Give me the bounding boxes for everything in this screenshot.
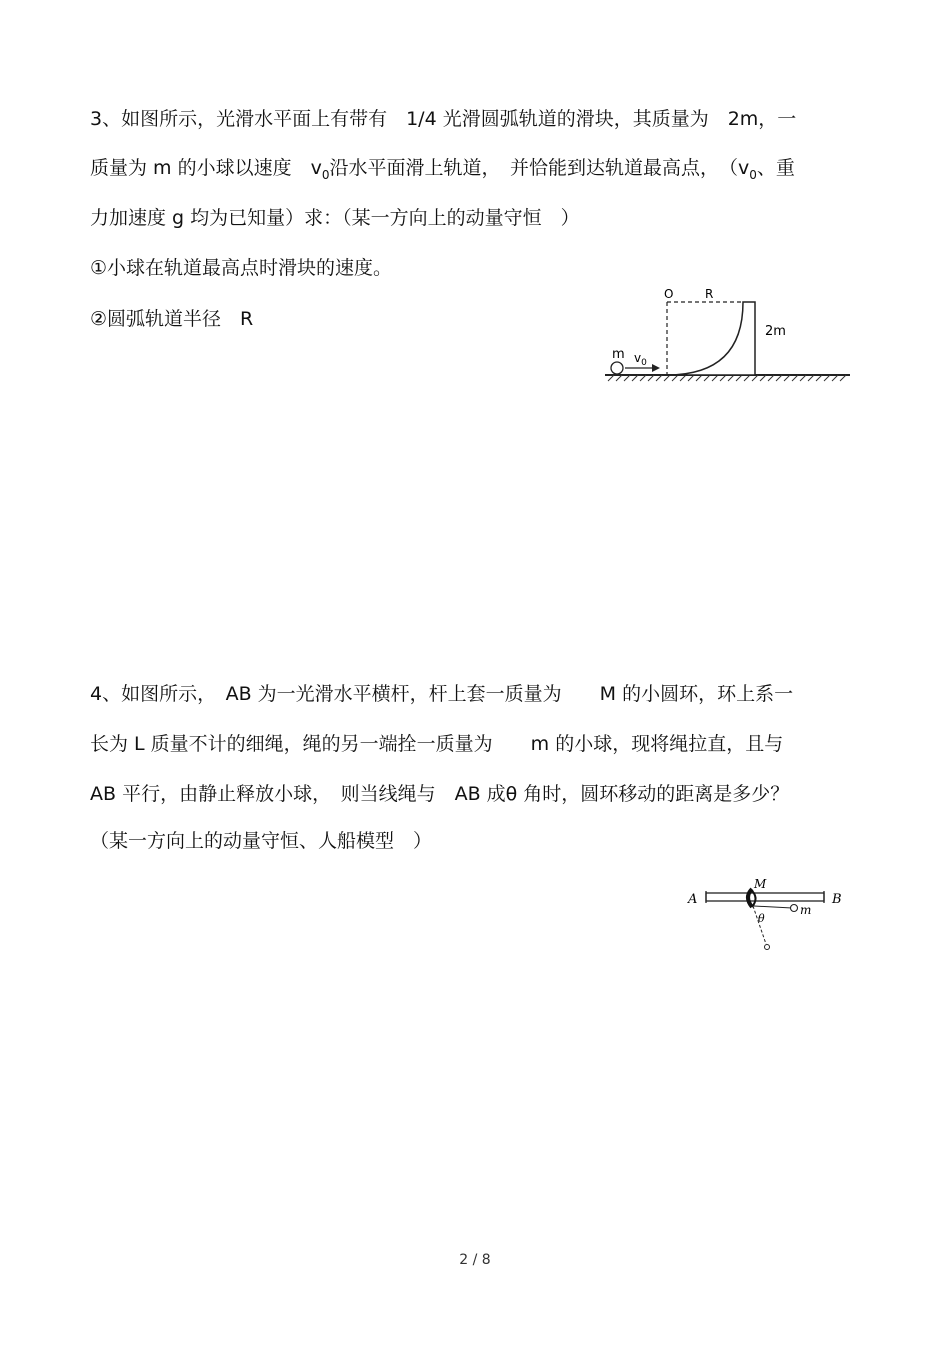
string-horizontal [754,906,792,908]
ball [611,362,623,374]
problem3-line2-b: 沿水平面滑上轨道， 并恰能到达轨道最高点， （v [329,157,750,179]
label-B: B [832,892,842,907]
label-2m: 2m [765,324,786,339]
label-O: O [664,287,674,301]
problem3-line2 [90,155,795,188]
label-theta: θ [758,912,765,925]
problem3-diagram [600,282,860,392]
problem4-line4: （某一方向上的动量守恒、人船模型 ） [90,830,433,852]
label-m: m [612,347,625,362]
problem3-line2-sub2: 0 [749,167,757,182]
problem4-line3: AB 平行，由静止释放小球， 则当线绳与 AB 成θ 角时，圆环移动的距离是多少？ [90,783,790,805]
block-outline [667,302,755,375]
ball-swung [765,945,770,950]
horizontal-rod [706,893,824,901]
problem3-question1: ①小球在轨道最高点时滑块的速度。 [90,257,393,279]
problem3-line2-a: 质量为 m 的小球以速度 v [90,157,322,179]
problem3-line2-c: 、重 [756,157,795,179]
problem4-line2: 长为 L 质量不计的细绳，绳的另一端拴一质量为 m 的小球，现将绳拉直，且与 [90,733,784,755]
page-number: 2 / 8 [459,1252,491,1268]
label-v0: $v_0$ [634,351,647,368]
label-M: M [754,877,767,891]
ball-m [791,905,798,912]
velocity-arrowhead [652,364,660,372]
problem3-question2: ②圆弧轨道半径 R [90,308,254,330]
label-A: A [688,892,698,907]
problem3-line2-sub: 0 [321,167,330,182]
label-R: R [705,287,714,301]
problem3-line3: 力加速度 g 均为已知量）求：（某一方向上的动量守恒 ） [90,207,580,229]
problem3-line1: 3、如图所示，光滑水平面上有带有 1/4 光滑圆弧轨道的滑块，其质量为 2m，一 [90,108,797,130]
problem4-line1: 4、如图所示， AB 为一光滑水平横杆，杆上套一质量为 M 的小圆环，环上系一 [90,683,794,705]
label-m: m [800,903,812,917]
problem4-diagram [680,872,850,957]
